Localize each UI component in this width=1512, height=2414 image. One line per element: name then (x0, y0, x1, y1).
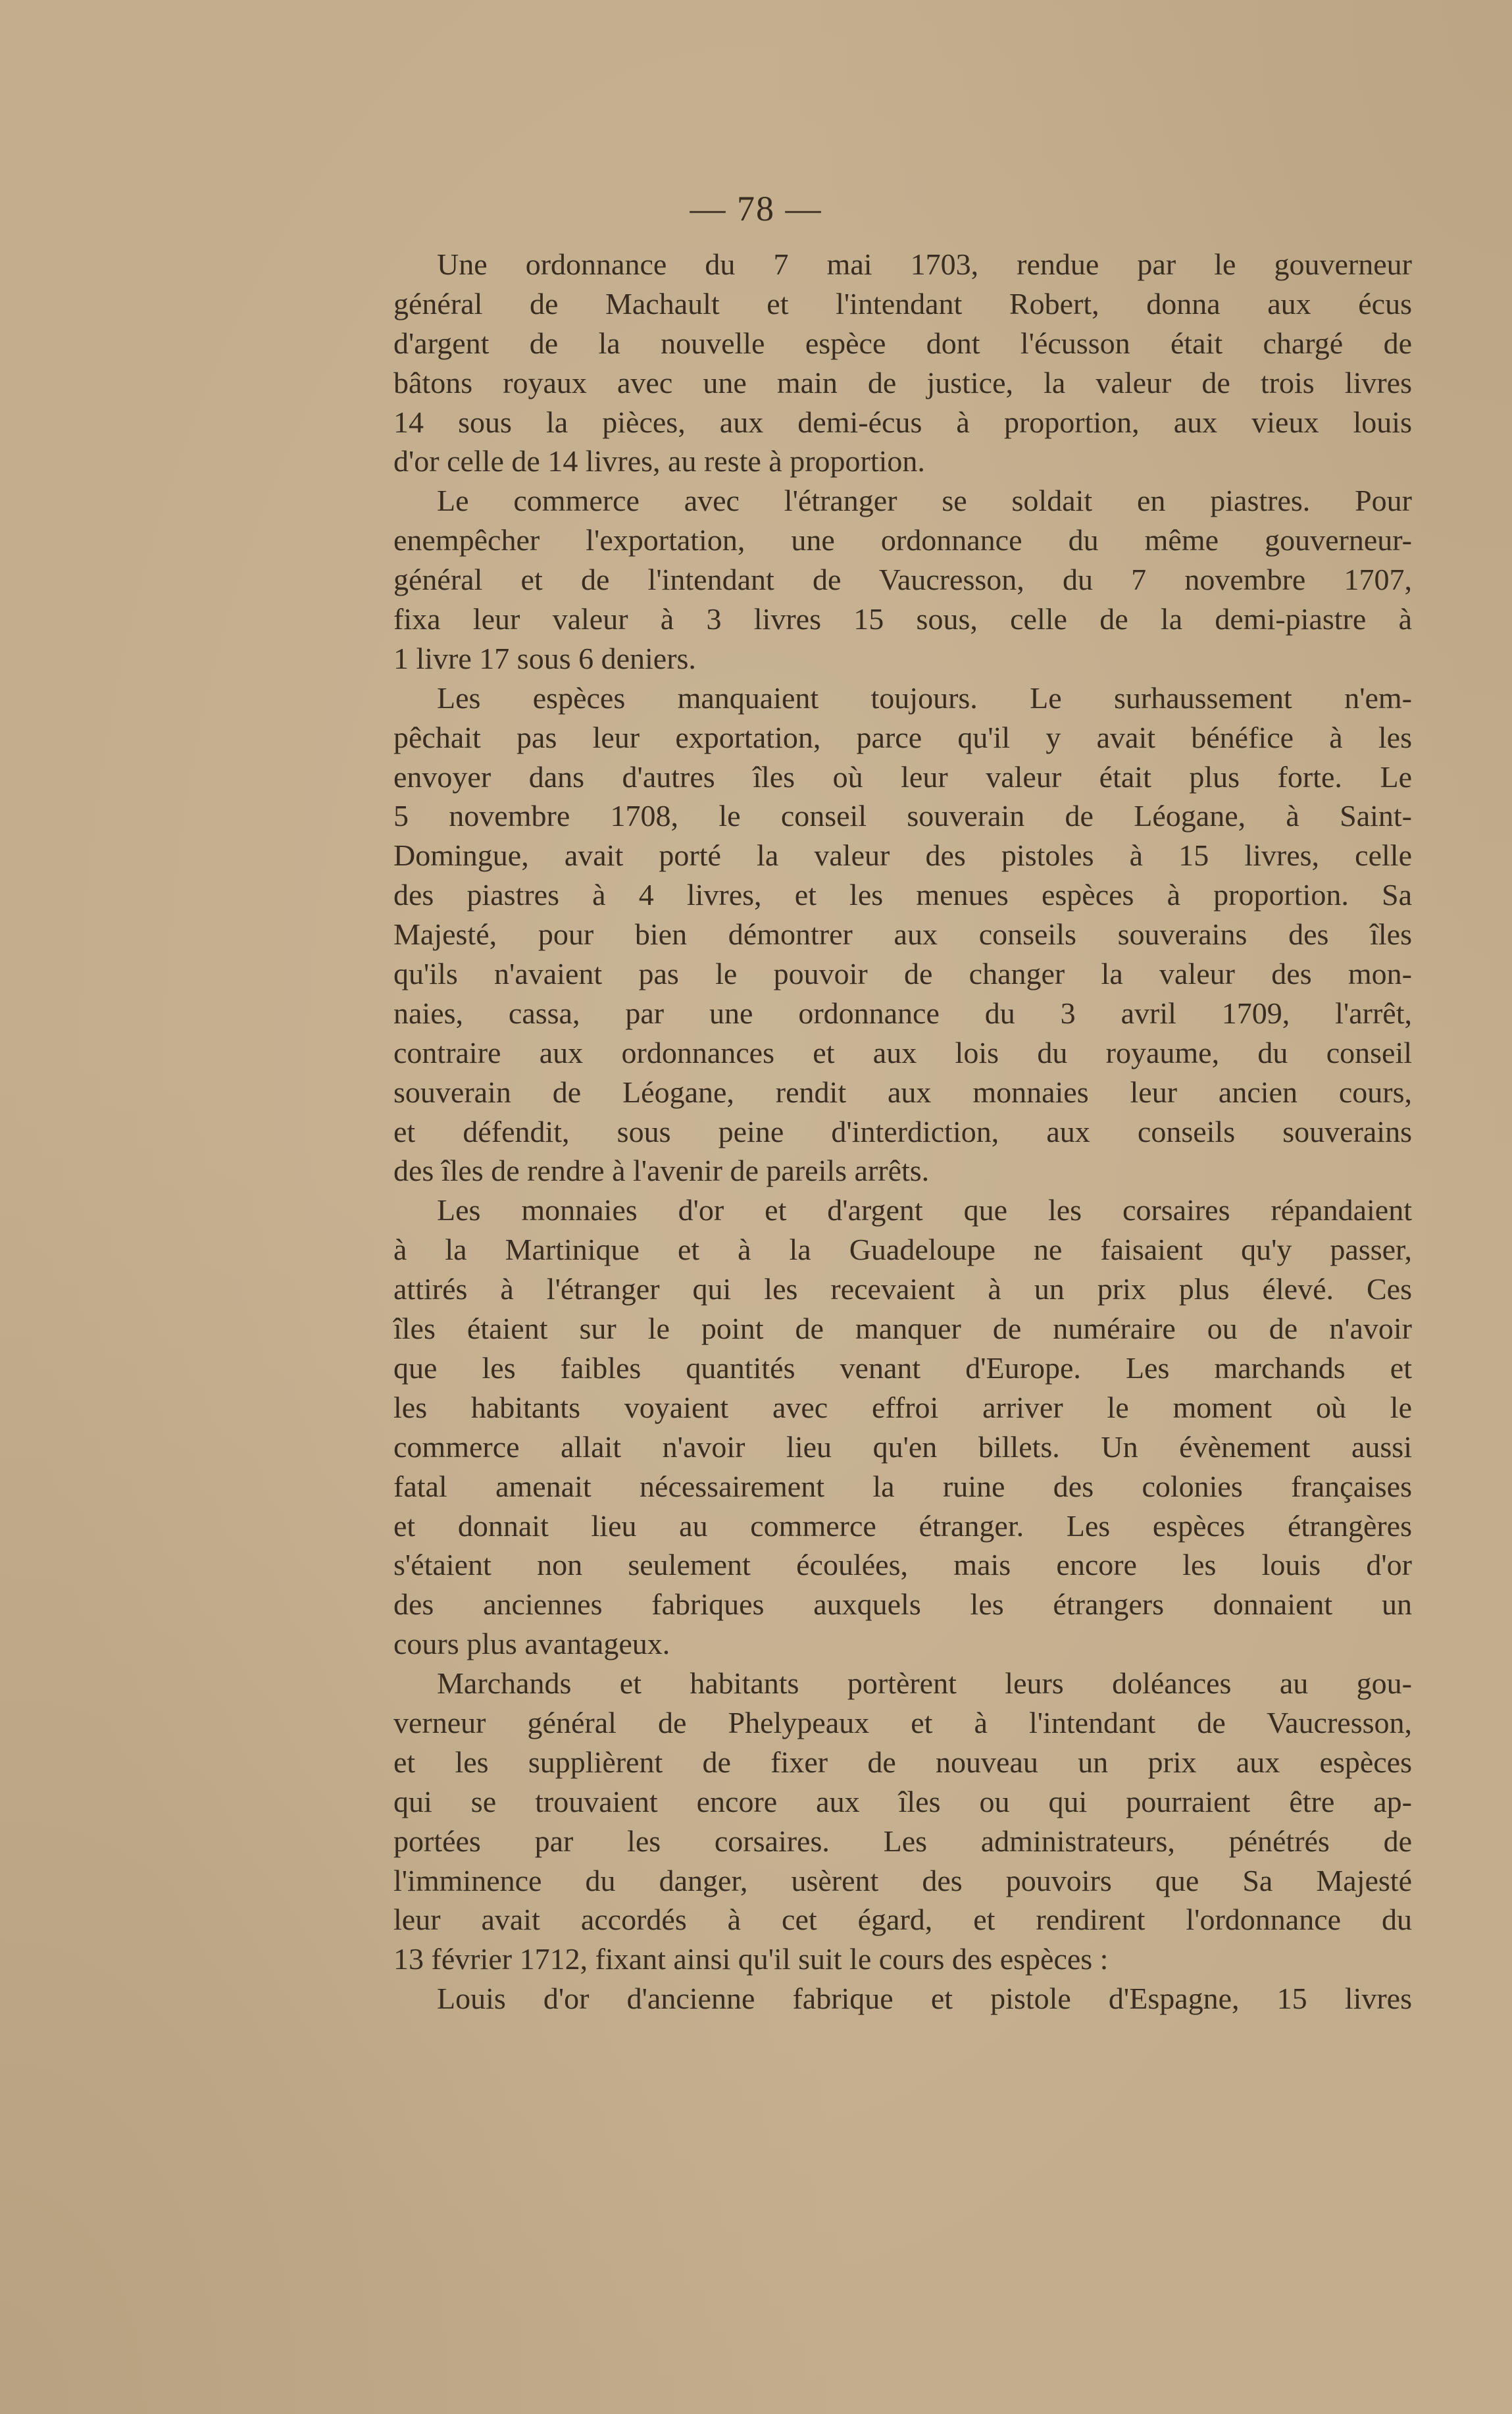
text-line: Les espèces manquaient toujours. Le surhaussement n'em- (437, 681, 1412, 715)
text-line: Les monnaies d'or et d'argent que les corsaires répandaient (437, 1193, 1412, 1227)
text-line: général de Machault et l'intendant Robert, donna aux écus (393, 286, 1412, 321)
text-line: îles étaient sur le point de manquer de numéraire ou de n'avoir (393, 1312, 1412, 1346)
text-line: fixa leur valeur à 3 livres 15 sous, celle de la demi-piastre à (393, 602, 1412, 636)
text-line: que les faibles quantités venant d'Europe. Les marchands et (393, 1350, 1412, 1385)
text-line: commerce allait n'avoir lieu qu'en billets. Un évènement aussi (393, 1429, 1412, 1464)
text-line: des piastres à 4 livres, et les menues espèces à proportion. Sa (393, 878, 1412, 912)
text-line: 5 novembre 1708, le conseil souverain de Léogane, à Saint- (393, 799, 1412, 833)
text-line: leur avait accordés à cet égard, et rendirent l'ordonnance du (393, 1903, 1412, 1937)
text-line: naies, cassa, par une ordonnance du 3 avril 1709, l'arrêt, (393, 996, 1412, 1030)
text-line: souverain de Léogane, rendit aux monnaies leur ancien cours, (393, 1075, 1412, 1109)
text-line: qui se trouvaient encore aux îles ou qui pourraient être ap- (393, 1784, 1412, 1818)
text-line: les habitants voyaient avec effroi arriver le moment où le (393, 1390, 1412, 1424)
text-line: envoyer dans d'autres îles où leur valeur était plus forte. Le (393, 759, 1412, 794)
text-line: général et de l'intendant de Vaucresson, du 7 novembre 1707, (393, 563, 1412, 597)
text-line: qu'ils n'avaient pas le pouvoir de changer la valeur des mon- (393, 957, 1412, 991)
text-line: d'argent de la nouvelle espèce dont l'écusson était chargé de (393, 326, 1412, 360)
text-line: d'or celle de 14 livres, au reste à proportion. (393, 444, 925, 478)
text-line: cours plus avantageux. (393, 1627, 670, 1661)
text-line: et les supplièrent de fixer de nouveau un prix aux espèces (393, 1745, 1412, 1779)
text-line: fatal amenait nécessairement la ruine des colonies françaises (393, 1469, 1412, 1503)
text-line: Majesté, pour bien démontrer aux conseils souverains des îles (393, 917, 1412, 952)
text-line: 13 février 1712, fixant ainsi qu'il suit le cours des espèces : (393, 1942, 1109, 1976)
text-line: Louis d'or d'ancienne fabrique et pistole d'Espagne, 15 livres (437, 1982, 1412, 2016)
text-line: portées par les corsaires. Les administrateurs, pénétrés de (393, 1824, 1412, 1858)
text-line: des anciennes fabriques auxquels les étrangers donnaient un (393, 1587, 1412, 1622)
text-line: enempêcher l'exportation, une ordonnance du même gouverneur- (393, 523, 1412, 557)
body-text (393, 245, 1412, 2018)
text-line: et donnait lieu au commerce étranger. Les espèces étrangères (393, 1508, 1412, 1543)
text-line: l'imminence du danger, usèrent des pouvoirs que Sa Majesté (393, 1863, 1412, 1897)
text-line: contraire aux ordonnances et aux lois du royaume, du conseil (393, 1035, 1412, 1069)
text-line: à la Martinique et à la Guadeloupe ne faisaient qu'y passer, (393, 1233, 1412, 1267)
text-line: 1 livre 17 sous 6 deniers. (393, 641, 696, 675)
text-line: verneur général de Phelypeaux et à l'intendant de Vaucresson, (393, 1705, 1412, 1739)
text-line: Domingue, avait porté la valeur des pistoles à 15 livres, celle (393, 838, 1412, 873)
text-line: pêchait pas leur exportation, parce qu'il y avait bénéfice à les (393, 720, 1412, 754)
text-line: Marchands et habitants portèrent leurs doléances au gou- (437, 1666, 1412, 1701)
text-line: 14 sous la pièces, aux demi-écus à proportion, aux vieux louis (393, 405, 1412, 439)
text-line: et défendit, sous peine d'interdiction, aux conseils souverains (393, 1114, 1412, 1148)
text-line: bâtons royaux avec une main de justice, la valeur de trois livres (393, 365, 1412, 399)
text-line: Le commerce avec l'étranger se soldait en piastres. Pour (437, 484, 1412, 518)
text-line: des îles de rendre à l'avenir de pareils arrêts. (393, 1154, 930, 1188)
text-line: s'étaient non seulement écoulées, mais encore les louis d'or (393, 1548, 1412, 1582)
text-line: attirés à l'étranger qui les recevaient à un prix plus élevé. Ces (393, 1272, 1412, 1306)
text-line: Une ordonnance du 7 mai 1703, rendue par le gouverneur (437, 247, 1412, 281)
page-number: — 78 — (690, 189, 822, 228)
